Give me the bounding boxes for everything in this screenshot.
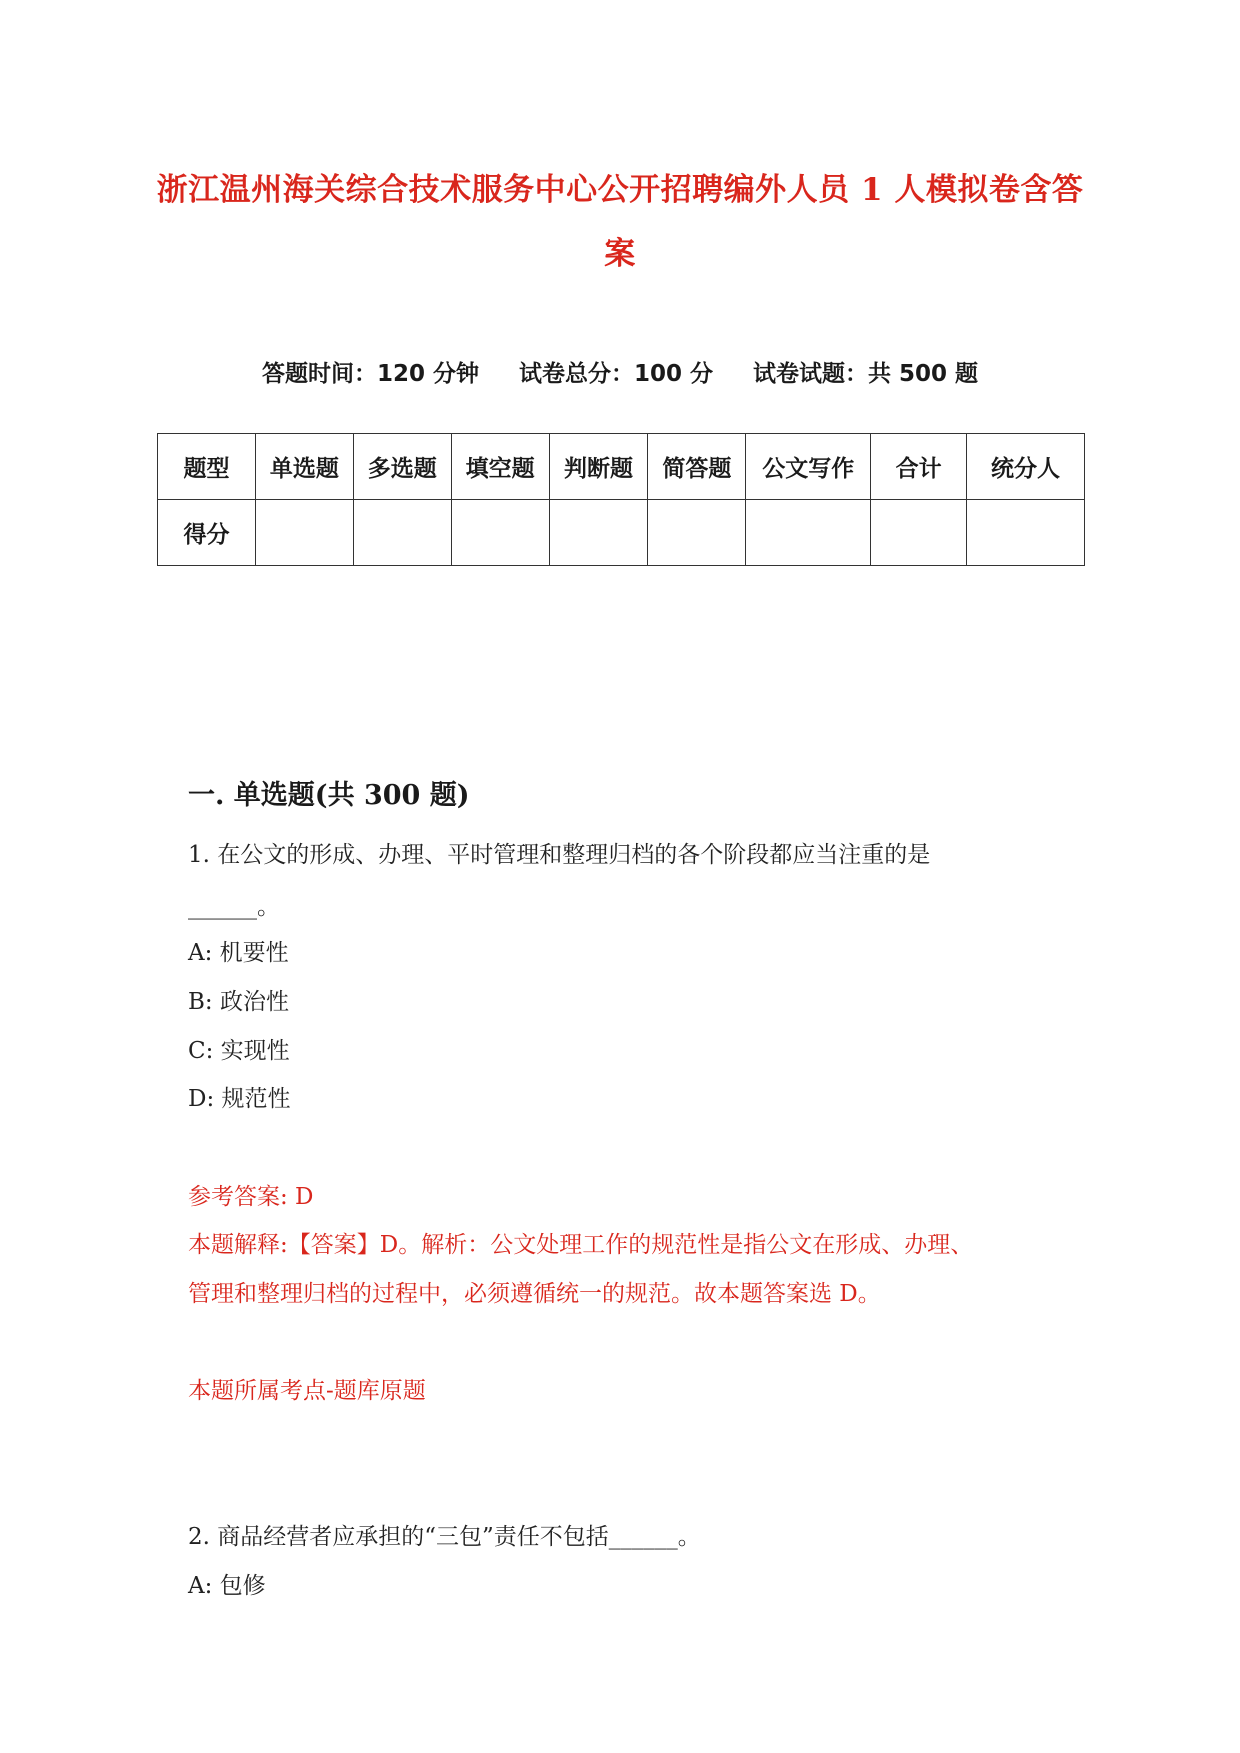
q1-explanation-line-1: 本题解释:【答案】D。解析：公文处理工作的规范性是指公文在形成、办理、 bbox=[188, 1232, 974, 1258]
score-cell bbox=[451, 500, 549, 566]
score-cell bbox=[871, 500, 967, 566]
score-cell bbox=[549, 500, 648, 566]
header-cell: 判断题 bbox=[549, 434, 648, 500]
exam-total-score: 试卷总分：100 分 bbox=[518, 361, 714, 387]
title-line-2: 案 bbox=[604, 236, 636, 272]
q1-source: 本题所属考点-题库原题 bbox=[188, 1378, 426, 1404]
exam-time: 答题时间：120 分钟 bbox=[261, 361, 479, 387]
header-cell: 填空题 bbox=[451, 434, 549, 500]
exam-meta bbox=[150, 355, 1090, 388]
header-cell: 合计 bbox=[871, 434, 967, 500]
q1-stem-line-1: 1. 在公文的形成、办理、平时管理和整理归档的各个阶段都应当注重的是 bbox=[188, 842, 931, 868]
header-cell: 简答题 bbox=[648, 434, 746, 500]
section-heading: 一. 单选题(共 300 题) bbox=[188, 780, 470, 811]
header-cell: 多选题 bbox=[353, 434, 451, 500]
q1-answer: 参考答案: D bbox=[188, 1184, 314, 1210]
title-line-1: 浙江温州海关综合技术服务中心公开招聘编外人员 1 人模拟卷含答 bbox=[156, 172, 1084, 208]
header-cell: 单选题 bbox=[255, 434, 353, 500]
score-cell bbox=[746, 500, 871, 566]
score-table bbox=[157, 433, 1085, 566]
score-cell bbox=[648, 500, 746, 566]
q1-option-d: D: 规范性 bbox=[188, 1086, 291, 1112]
document-title bbox=[150, 158, 1090, 286]
q1-option-c: C: 实现性 bbox=[188, 1038, 290, 1064]
q1-option-a: A: 机要性 bbox=[188, 940, 289, 966]
header-cell: 统分人 bbox=[967, 434, 1085, 500]
score-cell bbox=[967, 500, 1085, 566]
score-cell bbox=[353, 500, 451, 566]
row-label-score: 得分 bbox=[158, 500, 256, 566]
header-cell: 公文写作 bbox=[746, 434, 871, 500]
q1-explanation-line-2: 管理和整理归档的过程中，必须遵循统一的规范。故本题答案选 D。 bbox=[188, 1281, 881, 1307]
q1-option-b: B: 政治性 bbox=[188, 989, 289, 1015]
score-table-score-row bbox=[158, 500, 1085, 566]
q2-stem: 2. 商品经营者应承担的“三包”责任不包括______。 bbox=[188, 1524, 701, 1550]
exam-question-count: 试卷试题：共 500 题 bbox=[753, 361, 979, 387]
score-cell bbox=[255, 500, 353, 566]
header-cell: 题型 bbox=[158, 434, 256, 500]
q1-stem-line-2: ______。 bbox=[188, 894, 280, 920]
q2-option-a: A: 包修 bbox=[188, 1573, 266, 1599]
score-table-header-row bbox=[158, 434, 1085, 500]
